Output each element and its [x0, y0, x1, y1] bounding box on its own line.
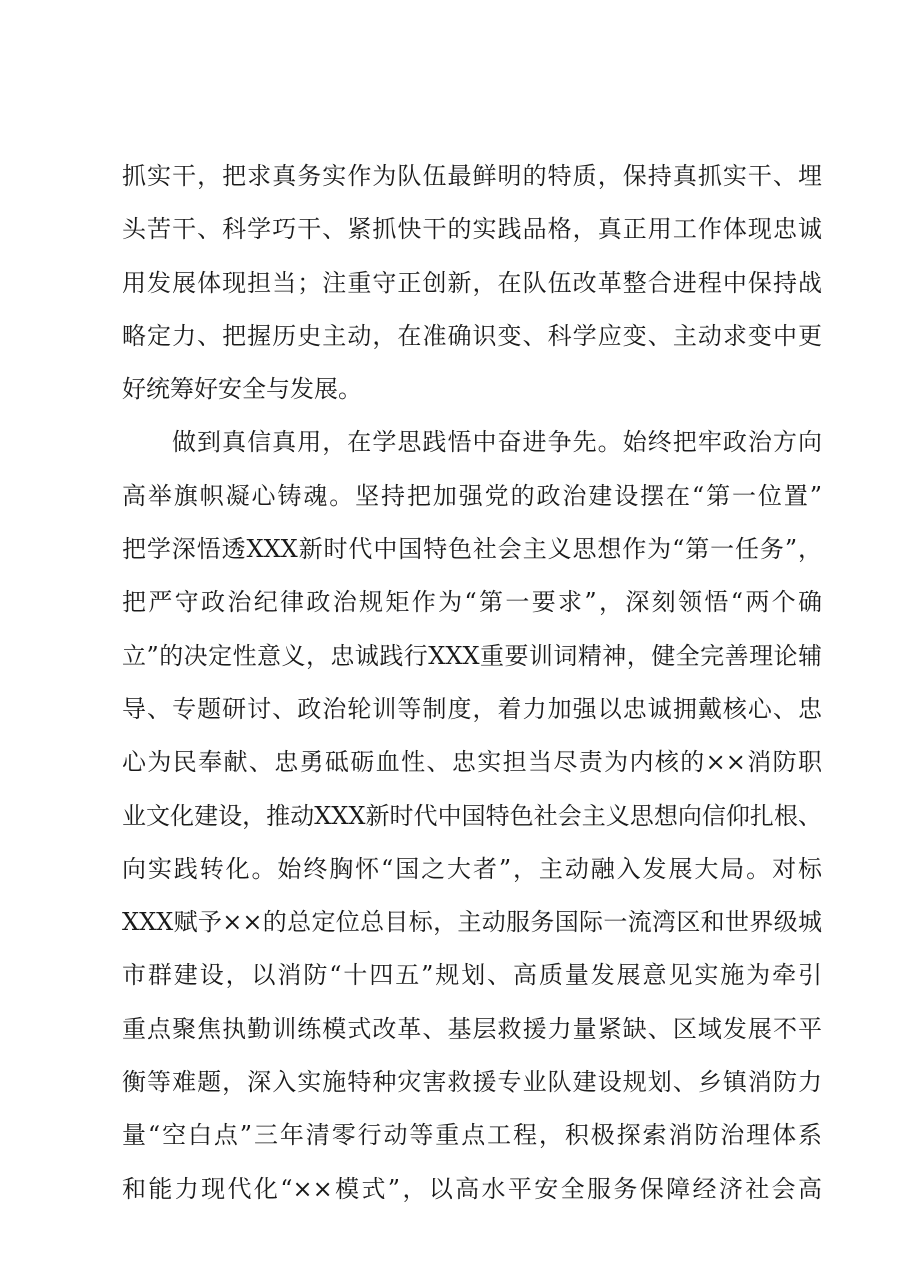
text-line: 衡等难题，深入实施特种灾害救援专业队建设规划、乡镇消防力 — [122, 1068, 822, 1097]
text-line: 高举旗帜凝心铸魂。坚持把加强党的政治建设摆在“第一位置” — [122, 481, 822, 510]
text-line: 市群建设，以消防“十四五”规划、高质量发展意见实施为牵引 — [122, 961, 822, 990]
text-line: 好统筹好安全与发展。 — [122, 375, 362, 404]
text-line: 用发展体现担当；注重守正创新，在队伍改革整合进程中保持战 — [122, 268, 822, 297]
text-line: 向实践转化。始终胸怀“国之大者”，主动融入发展大局。对标 — [122, 854, 822, 883]
text-line: 和能力现代化“××模式”，以高水平安全服务保障经济社会高 — [122, 1174, 822, 1203]
text-line: 略定力、把握历史主动，在准确识变、科学应变、主动求变中更 — [122, 321, 822, 350]
text-line: 量“空白点”三年清零行动等重点工程，积极探索消防治理体系 — [122, 1121, 822, 1150]
body-text — [122, 150, 822, 1216]
text-line: 心为民奉献、忠勇砥砺血性、忠实担当尽责为内核的××消防职 — [122, 748, 822, 777]
text-line: 头苦干、科学巧干、紧抓快干的实践品格，真正用工作体现忠诚 — [122, 215, 822, 244]
text-line: 立”的决定性意义，忠诚践行XXX重要训词精神，健全完善理论辅 — [122, 641, 822, 670]
text-line: 业文化建设，推动XXX新时代中国特色社会主义思想向信仰扎根、 — [122, 801, 822, 830]
text-line: 把严守政治纪律政治规矩作为“第一要求”，深刻领悟“两个确 — [122, 588, 822, 617]
text-line: 抓实干，把求真务实作为队伍最鲜明的特质，保持真抓实干、埋 — [122, 162, 822, 190]
text-line: 把学深悟透XXX新时代中国特色社会主义思想作为“第一任务”， — [122, 535, 822, 564]
paragraph-start-line: 做到真信真用，在学思践悟中奋进争先。始终把牢政治方向 — [172, 428, 822, 457]
text-line: 重点聚焦执勤训练模式改革、基层救援力量紧缺、区域发展不平 — [122, 1014, 822, 1043]
text-line: XXX赋予××的总定位总目标，主动服务国际一流湾区和世界级城 — [122, 908, 822, 937]
text-line: 导、专题研讨、政治轮训等制度，着力加强以忠诚拥戴核心、忠 — [122, 694, 822, 723]
